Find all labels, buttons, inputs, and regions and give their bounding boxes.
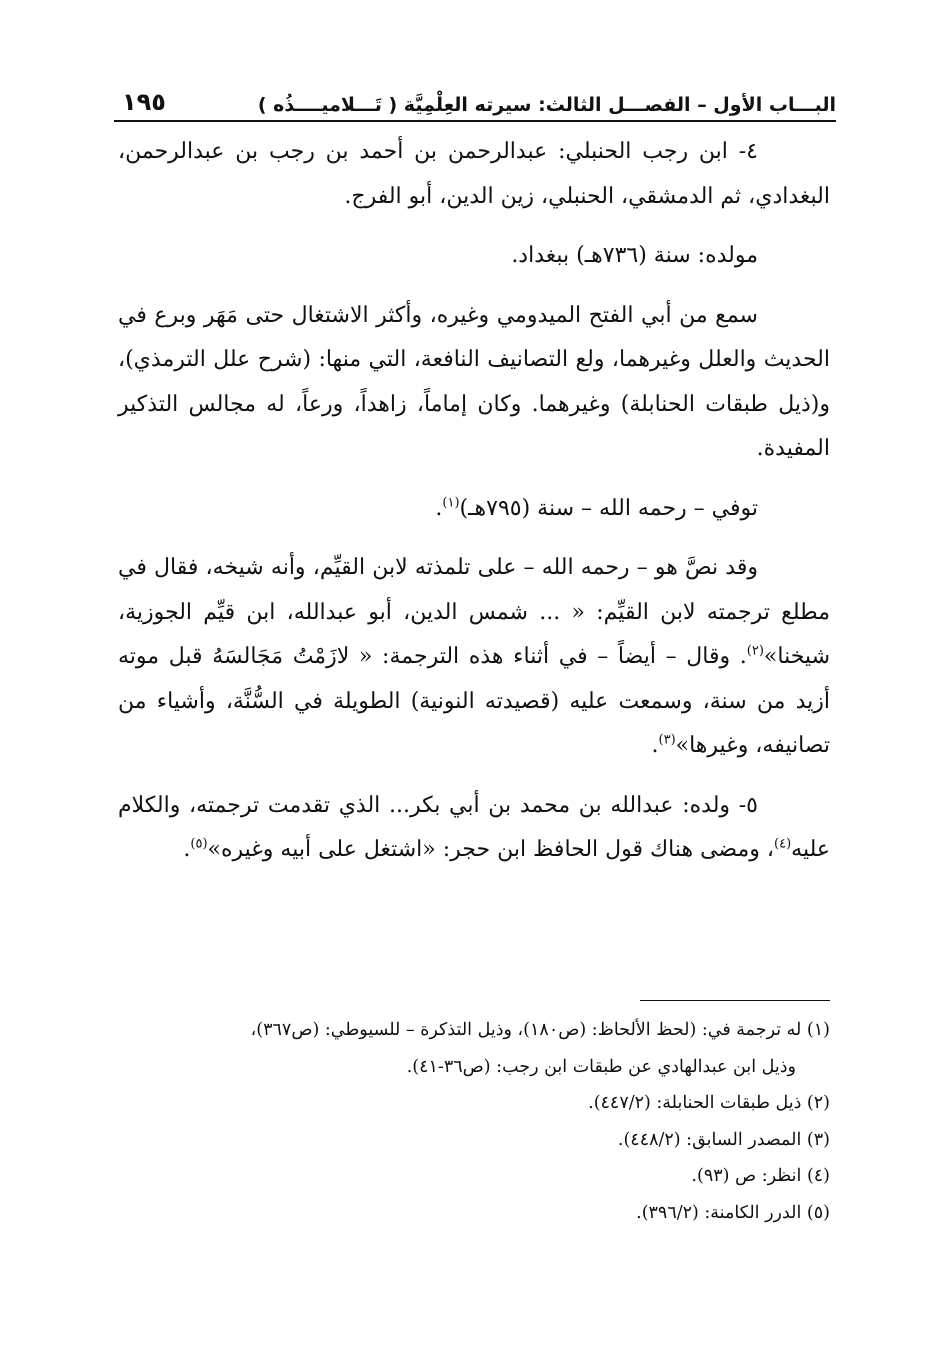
paragraph-text: ، ومضى هناك قول الحافظ ابن حجر: «اشتغل على أبيه وغيره»	[207, 837, 775, 862]
paragraph-text: مولده: سنة (٧٣٦هـ) ببغداد.	[511, 243, 758, 268]
footnote-text: (٣) المصدر السابق: (٤٤٨/٢).	[617, 1129, 830, 1150]
main-text	[118, 130, 830, 888]
footnote-text: وذيل ابن عبدالهادي عن طبقات ابن رجب: (ص٣٦-٤١).	[406, 1056, 796, 1077]
paragraph	[118, 234, 830, 279]
footnote-item	[118, 1195, 830, 1232]
paragraph-text: ٥- ولده: عبدالله بن محمد بن أبي بكر... الذي تقدمت ترجمته، والكلام عليه	[118, 792, 830, 862]
paragraph-text: ٤- ابن رجب الحنبلي: عبدالرحمن بن أحمد بن رجب بن عبدالرحمن، البغدادي، ثم الدمشقي، الحنبلي، زين الدين، أبو الفرج.	[118, 139, 830, 209]
paragraph-text: . وقال – أيضاً – في أثناء هذه الترجمة: « لازَمْتُ مَجَالسَهُ قبل موته أزيد من سنة، وسمعت عليه (قصيدته النونية) الطويلة في السُّنَّة، وأشياء من تصانيفه، وغيرها»	[118, 644, 830, 758]
footnote-marker[interactable]: (١)	[442, 495, 460, 511]
footnote-text: (٥) الدرر الكامنة: (٣٩٦/٢).	[636, 1202, 830, 1223]
paragraph-text: توفي – رحمه الله – سنة (٧٩٥هـ)	[459, 495, 758, 521]
paragraph-text: وقد نصَّ هو – رحمه الله – على تلمذته لابن القيِّم، وأنه شيخه، فقال في مطلع ترجمته لابن القيِّم: « ... شمس الدين، أبو عبدالله، ابن قيِّم الجوزية، شيخنا»	[118, 555, 830, 669]
page-header	[114, 84, 836, 122]
footnote-text: (٢) ذيل طبقات الحنابلة: (٤٤٧/٢).	[588, 1093, 830, 1113]
page-number: ١٩٥	[122, 88, 166, 116]
paragraph	[118, 294, 830, 472]
footnote-item	[118, 1122, 830, 1159]
paragraph	[118, 130, 830, 219]
paragraph	[118, 546, 830, 769]
footnote-text: (١) له ترجمة في: (لحظ الألحاظ: (ص١٨٠)، وذيل التذكرة – للسيوطي: (ص٣٦٧)،	[250, 1020, 830, 1040]
footnote-text: (٤) انظر: ص (٩٣).	[691, 1166, 830, 1186]
paragraph	[118, 487, 830, 532]
footnotes	[118, 1012, 830, 1231]
footnote-item	[118, 1158, 830, 1195]
footnote-item	[118, 1085, 830, 1122]
footnote-separator	[640, 1000, 830, 1001]
running-title: البـــاب الأول – الفصـــل الثالث: سيرته العِلْمِيَّة ( تَـــلاميــــذُه )	[257, 94, 836, 116]
footnote-marker[interactable]: (٥)	[190, 836, 208, 852]
paragraph-text: سمع من أبي الفتح الميدومي وغيره، وأكثر الاشتغال حتى مَهَر وبرع في الحديث والعلل وغيرهما، ولع التصانيف النافعة، التي منها: (شرح علل الترمذي)، و(ذيل طبقات الحنابلة) وغيرهما. وكان إماماً، زاهداً، ورعاً، له مجالس التذكير المفيدة.	[118, 302, 830, 461]
paragraph-text: .	[183, 837, 191, 862]
footnote-item-continuation	[118, 1049, 830, 1086]
footnote-marker[interactable]: (٢)	[746, 643, 764, 659]
paragraph-text: .	[651, 733, 659, 758]
footnote-item	[118, 1012, 830, 1049]
footnote-marker[interactable]: (٤)	[774, 836, 792, 852]
paragraph-text: .	[435, 495, 443, 521]
footnote-marker[interactable]: (٣)	[658, 732, 676, 748]
paragraph	[118, 784, 830, 873]
